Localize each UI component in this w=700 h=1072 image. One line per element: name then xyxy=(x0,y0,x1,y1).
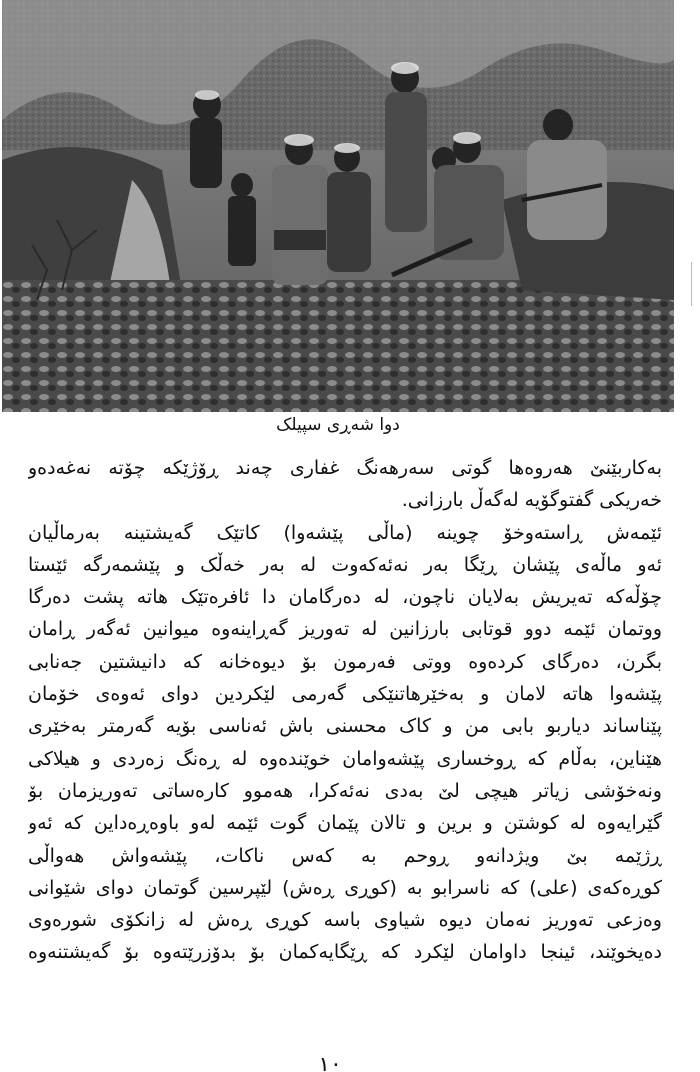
text-line: کوڕەکەی (علی) کە ناسرابو بە (کوڕی ڕەش) لێپرسین گوتمان دوای شێوانی xyxy=(28,876,662,899)
page-number: ١٠ xyxy=(318,1058,342,1072)
text-line: گێرایەوە لە کوشتن و برین و تالان پێمان گوت ئێمە لەو باوەڕەداین کە ئەو xyxy=(28,812,662,835)
photo-illustration xyxy=(2,0,674,412)
text-line: هێناین، بەڵام کە ڕوخساری پێشەوامان خوێندەوە لە ڕەنگ زەردی و هیلاکی xyxy=(28,747,662,770)
text-line: ئێمەش ڕاستەوخۆ چوینە (ماڵی پێشەوا) کاتێک گەیشتینە بەرماڵیان xyxy=(28,521,662,544)
photo-caption: دوا شەڕی سپیلک xyxy=(276,415,400,435)
text-line: بەکاربێنێ هەروەها گوتی سەرهەنگ غفاری چەند ڕۆژێکە چۆتە نەغەدەو xyxy=(28,457,662,479)
text-line: بگرن، دەرگای کردەوە ووتی فەرمون بۆ دیوەخانە کە دانیشتین جەنابی xyxy=(28,650,662,673)
text-line: چۆڵەکە تەیریش بەلایان ناچون، لە دەرگامان دا ئافرەتێک هاتە پشت دەرگا xyxy=(28,586,662,609)
historical-photo xyxy=(2,0,674,412)
text-line: ئەو ماڵەی پێشان ڕێگا بەر نەئەکەوت لە بەر خەڵک و پێشمەرگە ئێستا xyxy=(28,553,662,576)
text-line: پێناساند دیاربو بابی من و کاک محسنی باش ئەناسی بۆیە گەرمتر بەخێری xyxy=(28,715,662,738)
page-edge-mark xyxy=(691,262,692,306)
body-text xyxy=(28,452,662,969)
text-line: وەزعی تەوریز نەمان دیوە شیاوی باسە کوڕی ڕەش لە زانکۆی شورەوی xyxy=(28,909,662,932)
text-line: ووتمان ئێمە دوو قوتابی بارزانین لە تەوریز گەڕاینەوە میوانین ئەگەر ڕامان xyxy=(28,618,662,641)
text-line: ونەخۆشی زیاتر هیچی لێ بەدی نەئەکرا، هەموو کارەساتی تەوریزمان بۆ xyxy=(28,779,662,802)
text-line: پێشەوا هاتە لامان و بەخێرهاتنێکی گەرمی لێکردین دوای ئەوەی خۆمان xyxy=(28,683,662,706)
text-line: خەریکی گفتوگۆیە لەگەڵ بارزانی. xyxy=(401,489,662,512)
text-line: ڕژێمە بێ ویژدانەو ڕوحم بە کەس ناکات، پێشەواش هەواڵی xyxy=(28,844,662,867)
text-line: دەیخوێند، ئینجا داوامان لێکرد کە ڕێگایەکمان بۆ بدۆزرێتەوە بۆ گەیشتنەوە xyxy=(28,941,662,964)
